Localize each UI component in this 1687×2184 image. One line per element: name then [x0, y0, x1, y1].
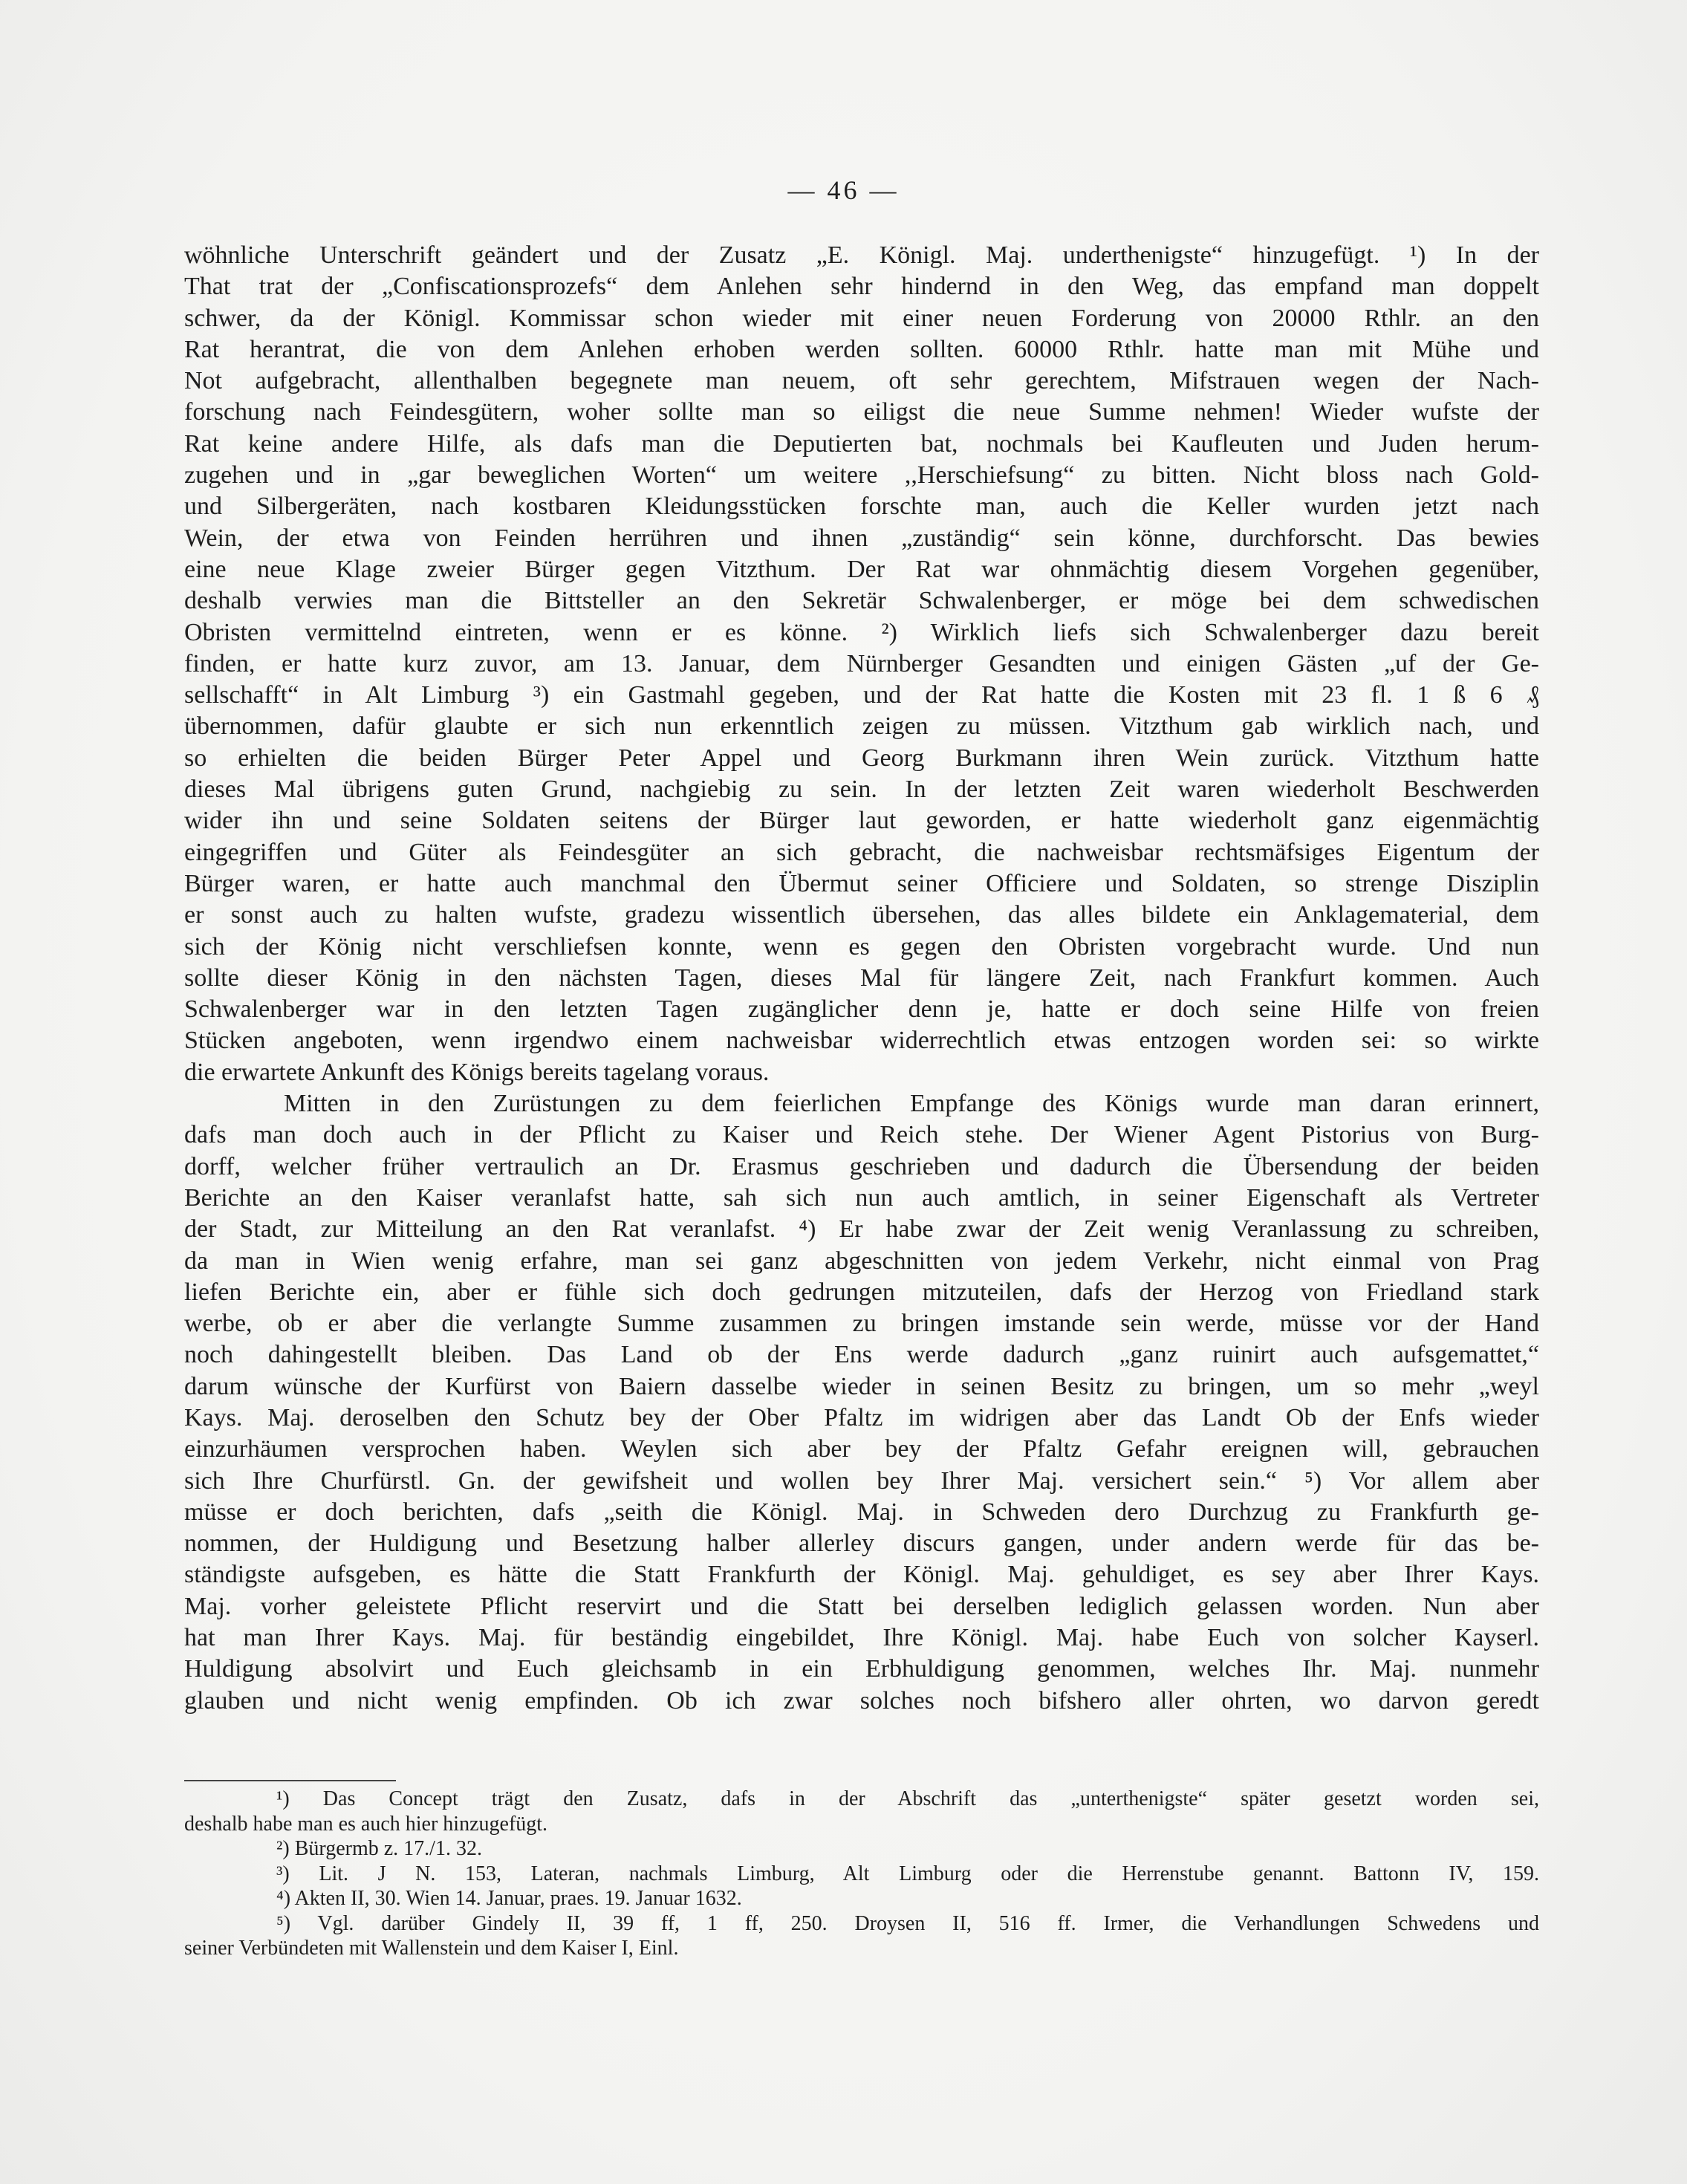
body-line: nommen, der Huldigung und Besetzung halber allerley discurs gangen, under andern werde für das be-	[184, 1530, 1539, 1558]
footnote-rule	[184, 1780, 396, 1781]
body-line: Stücken angeboten, wenn irgendwo einem nachweisbar widerrechtlich etwas entzogen worden sei: so wirkte	[184, 1027, 1539, 1055]
body-line: sollte dieser König in den nächsten Tagen, dieses Mal für längere Zeit, nach Frankfurt kommen. Auch	[184, 963, 1539, 992]
body-line: müsse er doch berichten, dafs „seith die Königl. Maj. in Schweden dero Durchzug zu Frankfurth ge-	[184, 1498, 1539, 1526]
body-line: Wein, der etwa von Feinden herrühren und ihnen „zuständig“ sein könne, durchforscht. Das bewies	[184, 524, 1539, 552]
body-line: Huldigung absolvirt und Euch gleichsamb in ein Erbhuldigung genommen, welches Ihr. Maj. nunmehr	[184, 1655, 1539, 1683]
body-line: übernommen, dafür glaubte er sich nun erkenntlich zeigen zu müssen. Vitzthum gab wirklich nach, und	[184, 712, 1539, 741]
footnote-line: ³) Lit. J N. 153, Lateran, nachmals Limburg, Alt Limburg oder die Herrenstube genannt. Battonn IV, 159.	[276, 1862, 1539, 1885]
body-line: sellschafft“ in Alt Limburg ³) ein Gastmahl gegeben, und der Rat hatte die Kosten mit 23 fl. 1 ß 6 ₰	[184, 681, 1539, 709]
body-line: Rat herantrat, die von dem Anlehen erhoben werden sollten. 60000 Rthlr. hatte man mit Mühe und	[184, 335, 1539, 363]
body-line: wider ihn und seine Soldaten seitens der Bürger laut geworden, er hatte wiederholt ganz eigenmächtig	[184, 807, 1539, 835]
body-line: sich der König nicht verschliefsen konnte, wenn es gegen den Obristen vorgebracht wurde. Und nun	[184, 932, 1539, 961]
body-line: hat man Ihrer Kays. Maj. für beständig eingebildet, Ihre Königl. Maj. habe Euch von solcher Kayserl.	[184, 1624, 1539, 1652]
footnote-line: ⁴) Akten II, 30. Wien 14. Januar, praes. 19. Januar 1632.	[276, 1887, 742, 1910]
body-line: Not aufgebracht, allenthalben begegnete man neuem, oft sehr gerechtem, Mifstrauen wegen der Nach-	[184, 367, 1539, 395]
footnotes	[184, 1787, 1539, 1961]
body-line: glauben und nicht wenig empfinden. Ob ich zwar solches noch bifshero aller ohrten, wo darvon geredt	[184, 1686, 1539, 1715]
body-line: That trat der „Confiscationsprozefs“ dem Anlehen sehr hindernd in den Weg, das empfand man doppelt	[184, 273, 1539, 301]
body-line: die erwartete Ankunft des Königs bereits tagelang voraus.	[184, 1058, 770, 1086]
body-line: so erhielten die beiden Bürger Peter Appel und Georg Burkmann ihren Wein zurück. Vitzthum hatte	[184, 744, 1539, 772]
page-number: — 46 —	[787, 175, 900, 205]
body-line: eingegriffen und Güter als Feindesgüter an sich gebracht, die nachweisbar rechtsmäfsiges Eigentum der	[184, 838, 1539, 866]
body-line: Schwalenberger war in den letzten Tagen zugänglicher denn je, hatte er doch seine Hilfe von freien	[184, 995, 1539, 1024]
body-line: finden, er hatte kurz zuvor, am 13. Januar, dem Nürnberger Gesandten und einigen Gästen „uf der Ge-	[184, 649, 1539, 677]
body-line: Rat keine andere Hilfe, als dafs man die Deputierten bat, nochmals bei Kaufleuten und Juden herum-	[184, 429, 1539, 458]
body-line: Bürger waren, er hatte auch manchmal den Übermut seiner Officiere und Soldaten, so strenge Disziplin	[184, 869, 1539, 897]
body-line: Kays. Maj. deroselben den Schutz bey der Ober Pfaltz im widrigen aber das Landt Ob der Enfs wieder	[184, 1403, 1539, 1431]
body-line: liefen Berichte ein, aber er fühle sich doch gedrungen mitzuteilen, dafs der Herzog von Friedland stark	[184, 1278, 1539, 1306]
body-line: der Stadt, zur Mitteilung an den Rat veranlafst. ⁴) Er habe zwar der Zeit wenig Veranlassung zu schreiben,	[184, 1215, 1539, 1244]
body-line: Berichte an den Kaiser veranlafst hatte, sah sich nun auch amtlich, in seiner Eigenschaft als Vertreter	[184, 1183, 1539, 1212]
body-line: zugehen und in „gar beweglichen Worten“ um weitere ,,Herschiefsung“ zu bitten. Nicht bloss nach Gold-	[184, 461, 1539, 490]
body-line: ständigste aufsgeben, es hätte die Statt Frankfurth der Königl. Maj. gehuldiget, es sey aber Ihrer Kays.	[184, 1561, 1539, 1589]
footnote-line: ⁵) Vgl. darüber Gindely II, 39 ff, 1 ff, 250. Droysen II, 516 ff. Irmer, die Verhandlungen Schwedens und	[276, 1911, 1539, 1935]
body-line: er sonst auch zu halten wufste, gradezu wissentlich übersehen, das alles bildete ein Anklagematerial, dem	[184, 901, 1539, 929]
body-line: werbe, ob er aber die verlangte Summe zusammen zu bringen imstande sein werde, müsse vor der Hand	[184, 1310, 1539, 1338]
body-line: Mitten in den Zurüstungen zu dem feierlichen Empfange des Königs wurde man daran erinnert,	[284, 1090, 1539, 1118]
body-line: da man in Wien wenig erfahre, man sei ganz abgeschnitten von jedem Verkehr, nicht einmal von Prag	[184, 1247, 1539, 1275]
footnote-line: deshalb habe man es auch hier hinzugefügt.	[184, 1812, 548, 1836]
body-line: dieses Mal übrigens guten Grund, nachgiebig zu sein. In der letzten Zeit waren wiederholt Beschwerden	[184, 776, 1539, 804]
body-line: und Silbergeräten, nach kostbaren Kleidungsstücken forschte man, auch die Keller wurden jetzt nach	[184, 493, 1539, 521]
body-line: wöhnliche Unterschrift geändert und der Zusatz „E. Königl. Maj. underthenigste“ hinzugefügt. ¹) In der	[184, 241, 1539, 269]
body-line: dafs man doch auch in der Pflicht zu Kaiser und Reich stehe. Der Wiener Agent Pistorius von Burg-	[184, 1121, 1539, 1149]
body-line: Maj. vorher geleistete Pflicht reservirt und die Statt bei derselben lediglich gelassen worden. Nun aber	[184, 1592, 1539, 1620]
body-line: sich Ihre Churfürstl. Gn. der gewifsheit und wollen bey Ihrer Maj. versichert sein.“ ⁵) Vor allem aber	[184, 1466, 1539, 1495]
body-line: schwer, da der Königl. Kommissar schon wieder mit einer neuen Forderung von 20000 Rthlr. an den	[184, 304, 1539, 332]
footnote-line: ²) Bürgermb z. 17./1. 32.	[276, 1837, 482, 1860]
footnote-line: ¹) Das Concept trägt den Zusatz, dafs in der Abschrift das „unterthenigste“ später gesetzt worden sei,	[276, 1787, 1539, 1810]
body-line: noch dahingestellt bleiben. Das Land ob der Ens werde dadurch „ganz ruinirt auch aufsgemattet,“	[184, 1341, 1539, 1369]
body-line: forschung nach Feindesgütern, woher sollte man so eiligst die neue Summe nehmen! Wieder wufste der	[184, 398, 1539, 426]
body-line: Obristen vermittelnd eintreten, wenn er es könne. ²) Wirklich liefs sich Schwalenberger dazu bereit	[184, 618, 1539, 646]
body-line: eine neue Klage zweier Bürger gegen Vitzthum. Der Rat war ohnmächtig diesem Vorgehen gegenüber,	[184, 555, 1539, 583]
body-line: darum wünsche der Kurfürst von Baiern dasselbe wieder in seinen Besitz zu bringen, um so mehr „weyl	[184, 1372, 1539, 1400]
body-line: einzurhäumen versprochen haben. Weylen sich aber bey der Pfaltz Gefahr ereignen will, gebrauchen	[184, 1435, 1539, 1463]
footnote-line: seiner Verbündeten mit Wallenstein und dem Kaiser I, Einl.	[184, 1937, 679, 1960]
body-line: dorff, welcher früher vertraulich an Dr. Erasmus geschrieben und dadurch die Übersendung der beiden	[184, 1152, 1539, 1180]
body-line: deshalb verwies man die Bittsteller an den Sekretär Schwalenberger, er möge bei dem schwedischen	[184, 587, 1539, 615]
body-text	[184, 240, 1539, 1717]
